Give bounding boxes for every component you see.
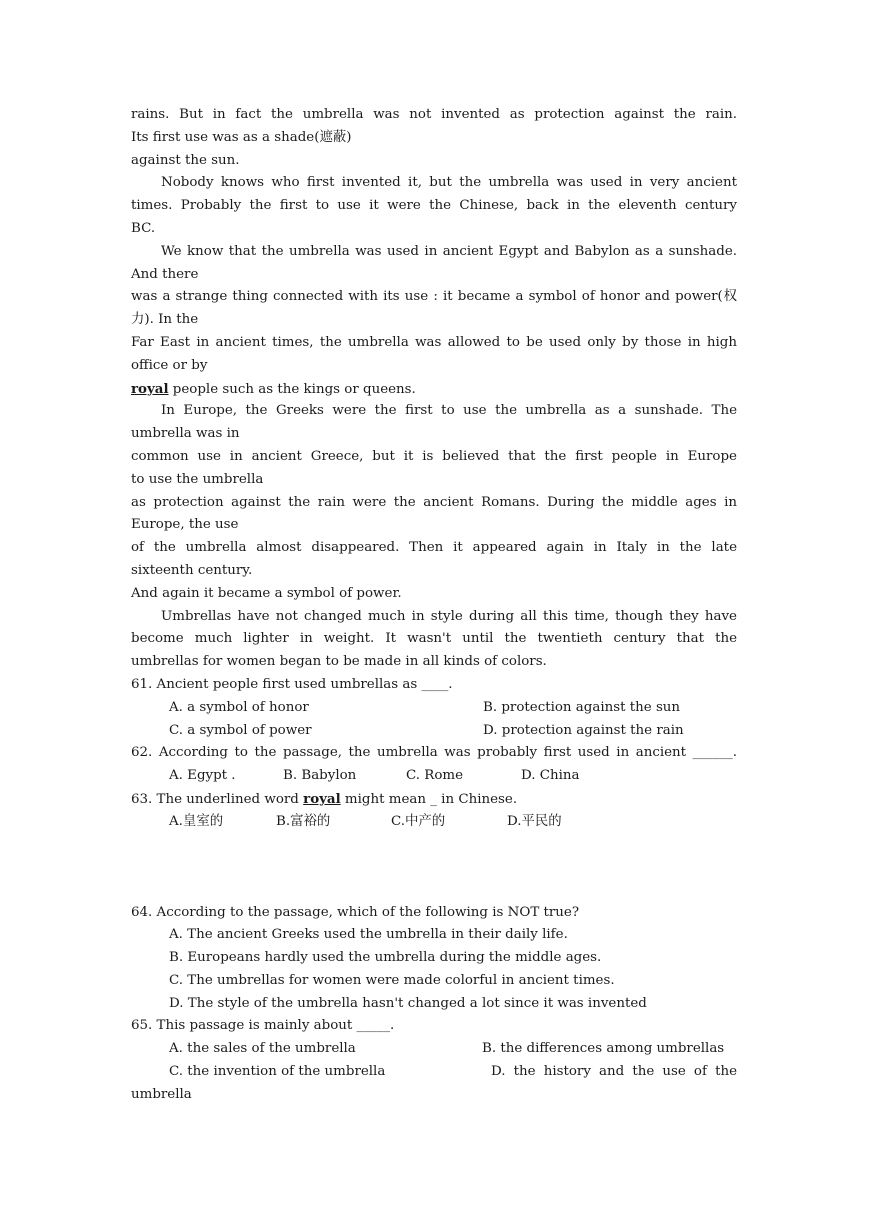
blank-space: [131, 834, 737, 902]
passage-line: rains. But in fact the umbrella was not invented as protection against the rain.: [131, 107, 737, 122]
passage-line: 力). In the: [131, 312, 199, 328]
passage-line: of the umbrella almost disappeared. Then it appeared again in Italy in the late: [131, 540, 737, 556]
passage-line: times. Probably the first to use it were the Chinese, back in the eleventh century: [131, 198, 737, 214]
option-row: [131, 697, 737, 720]
question-65: [131, 1015, 737, 1106]
passage-line: become much lighter in weight. It wasn't until the twentieth century that the: [131, 631, 737, 647]
passage-line: was a strange thing connected with its use : it became a symbol of honor and power(权: [131, 289, 737, 305]
option-d: D. protection against the rain: [483, 722, 684, 738]
question-61: [131, 674, 737, 742]
passage-line: to use the umbrella: [131, 471, 264, 487]
option-a: A.皇室的: [169, 813, 224, 829]
option-c: C.中产的: [391, 813, 446, 829]
question-62: [131, 742, 737, 788]
option-row: [131, 765, 737, 788]
passage-line: sixteenth century.: [131, 562, 253, 578]
question-63: [131, 788, 737, 834]
passage-line: And again it became a symbol of power.: [131, 585, 402, 601]
passage-line: Umbrellas have not changed much in style during all this time, though they have: [161, 608, 737, 624]
document-page: [131, 104, 737, 1107]
underlined-word-royal: royal: [131, 380, 169, 397]
question-stem-text: might mean _ in Chinese.: [340, 791, 518, 807]
option-c: C. The umbrellas for women were made colorful in ancient times.: [169, 972, 615, 988]
option-row: [131, 1038, 737, 1061]
option-b: B. the differences among umbrellas: [482, 1041, 725, 1057]
passage-line: We know that the umbrella was used in ancient Egypt and Babylon as a sunshade.: [161, 243, 737, 259]
option-b: B. Babylon: [283, 768, 357, 784]
option-row: [131, 1061, 737, 1084]
option-d-continuation: umbrella: [131, 1086, 192, 1102]
option-b: B. Europeans hardly used the umbrella during the middle ages.: [169, 950, 602, 966]
option-d: D.平民的: [507, 813, 562, 829]
passage-line: against the sun.: [131, 152, 240, 168]
question-stem: 64. According to the passage, which of the following is NOT true?: [131, 904, 580, 920]
option-a: A. Egypt .: [169, 768, 236, 784]
passage-line: office or by: [131, 357, 208, 373]
underlined-word-royal: royal: [303, 790, 341, 807]
passage-line: BC.: [131, 220, 156, 236]
question-stem: 62. According to the passage, the umbrella was probably first used in ancient ______.: [131, 745, 737, 761]
option-b: B. protection against the sun: [483, 699, 681, 715]
question-stem: [131, 788, 737, 811]
passage-line: umbrellas for women began to be made in all kinds of colors.: [131, 654, 547, 670]
question-stem: 65. This passage is mainly about _____.: [131, 1018, 395, 1034]
passage-line: And there: [131, 266, 199, 282]
passage-line: Its first use was as a shade(遮蔽): [131, 129, 352, 145]
option-d: D. the history and the use of the: [491, 1064, 737, 1080]
passage-line: as protection against the rain were the ancient Romans. During the middle ages in: [131, 494, 737, 510]
passage-line: Europe, the use: [131, 517, 239, 533]
passage-text: people such as the kings or queens.: [168, 381, 416, 397]
option-row: [131, 720, 737, 743]
passage-line: In Europe, the Greeks were the first to use the umbrella as a sunshade. The: [161, 403, 737, 419]
question-stem: 61. Ancient people first used umbrellas as ____.: [131, 676, 453, 692]
question-64: [131, 902, 737, 1016]
option-d: D. China: [521, 768, 580, 784]
passage-line: umbrella was in: [131, 426, 240, 442]
option-b: B.富裕的: [276, 813, 331, 829]
question-stem-text: 63. The underlined word: [131, 791, 304, 807]
passage-line: common use in ancient Greece, but it is believed that the first people in Europe: [131, 448, 737, 464]
option-row: [131, 811, 737, 834]
option-c: C. the invention of the umbrella: [169, 1064, 386, 1080]
option-c: C. Rome: [406, 768, 464, 784]
option-a: A. the sales of the umbrella: [169, 1041, 356, 1057]
passage-line: Nobody knows who first invented it, but the umbrella was used in very ancient: [161, 175, 737, 191]
option-a: A. a symbol of honor: [169, 699, 309, 715]
option-d: D. The style of the umbrella hasn't changed a lot since it was invented: [169, 995, 647, 1011]
passage-line: Far East in ancient times, the umbrella was allowed to be used only by those in high: [131, 334, 737, 350]
reading-passage: [131, 104, 737, 674]
option-c: C. a symbol of power: [169, 722, 312, 738]
option-a: A. The ancient Greeks used the umbrella in their daily life.: [169, 927, 568, 943]
passage-line: [131, 378, 737, 401]
